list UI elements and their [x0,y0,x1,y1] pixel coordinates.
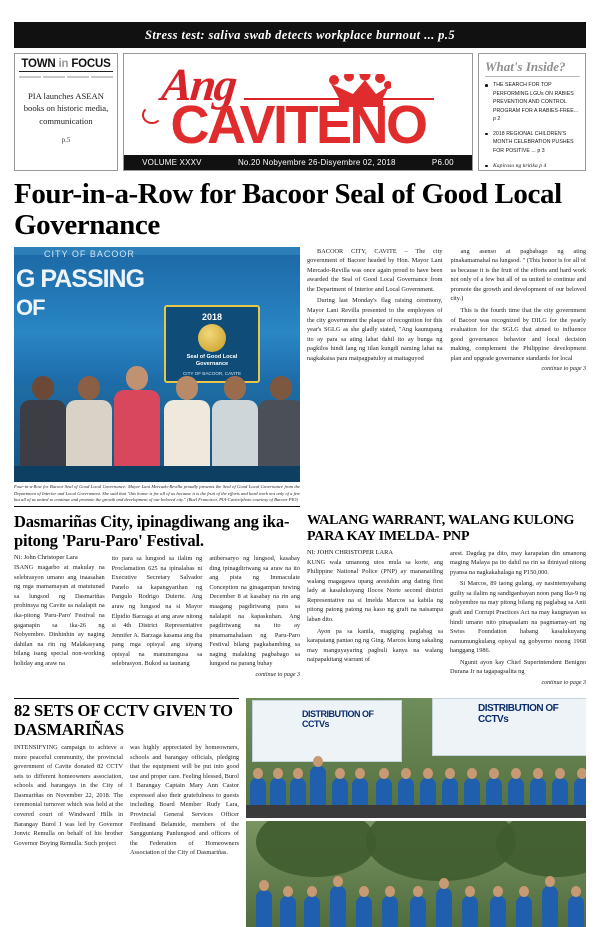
award-year: 2018 [201,311,223,322]
masthead-logo-box [123,53,473,171]
continued-link[interactable]: continue to page 3 [541,366,586,373]
masthead-volume: VOLUME XXXV [142,158,202,167]
newspaper-front-page [0,22,600,927]
dasmarinas-headline: Dasmariñas City, ipinagdiwang ang ika-pitong 'Paru-Paro' Festival. [14,512,290,550]
paragraph: was highly appreciated by homeowners, schools and barangay officials, pledging that the equipment will be put into good use and proper care. Feeling blessed, Burol I Barangay Captain Mary Ann Castor expressed also their gratefulness to guests including Board Member Rudy Lara, Provincial General Services Officer Ferdinand Belamide, members of the Sangguniang Panlungsod and officers of the Federation of Homeowners Association of the City of Dasmariñas. [130,744,239,857]
photo-floor [14,466,300,482]
paragraph: KUNG wala umanong utos mula sa korte, ang Philippine National Police (PNP) ay mananatiling walang magagawa upang arestuhin ang dating first lady at kasalukuyang Ilocos Norte second district Representative na si Imelda Marcos sa kabila ng pitong patong patong na kaso ng graft na naisampa laban dito. [307,558,443,624]
cctv-column-1 [14,743,123,860]
warrant-column-2 [450,549,586,690]
paragraph: Ngunit ayon kay Chief Superintendent Benigno Durana Jr na tagapagsalita ng [450,658,586,676]
bottom-band [14,698,586,927]
dasmarinas-column-2 [112,554,203,682]
cctv-story [14,698,239,927]
masthead-row [14,53,586,171]
warrant-columns [307,549,586,690]
paragraph: anibersaryo ng lungsod, kasabay ding ipinagdiriwang sa araw na ito ang pista ng Immaculate Conception na ginagampan tuwing December 8 at kasabay na rin ang maagang pagdiriwang para sa nalalapit na kapaskuhan. Ang pagdiriwang na ito ay pinamamahalaan ng Paru-Paro Festival bilang pagkahambing sa naging malaking pagbabago sa lungsod na parang buhay [209,555,301,668]
whats-inside-item[interactable]: THE SEARCH FOR TOP PERFORMING LGUs ON RABIES PREVENTION AND CONTROL PROGRAM FOR A RABIES-FREE... p 2 [485,81,580,124]
masthead-word-caviteno: CAVITENO [170,95,426,155]
cctv-photo-top [246,698,586,818]
paragraph: BACOOR CITY, CAVITE – The city government of Bacoor headed by Hon. Mayor Lani Mercado-Revilla was once again proud to have been awarded the Seal of Good Local Governance from the Department of Interior and Local Government. [307,247,443,293]
dasmarinas-story [14,513,300,690]
whats-inside-item[interactable]: Kapiraso ng kritika p 4 [485,162,580,171]
lead-story-headline: Four-in-a-Row for Bacoor Seal of Good Local Governance [14,178,562,242]
tree-foliage [256,821,376,877]
tree-foliage [366,821,516,881]
paragraph: ang asenso at pagbabago ng ating pinakamamahal na lungsod. " (This honor is for all of us because it is the fruit of the efforts and hard work not only of a few but all of us united to continue and promote the growth and development of our beloved city.) [450,247,586,303]
town-in-focus-title-focus: FOCUS [71,58,111,70]
whats-inside-box [478,53,586,171]
town-in-focus-page-ref: p.5 [61,136,71,145]
masthead-issue-date: No.20 Nobyembre 26-Disyembre 02, 2018 [237,158,396,167]
photo-people-group [14,362,300,482]
dasmarinas-columns [14,554,300,682]
dasmarinas-column-1 [14,554,105,682]
cctv-top-rule [14,698,239,699]
lead-story-columns [307,247,586,508]
lead-story-photo [14,247,300,482]
cctv-photos [246,698,586,927]
paragraph: ISANG magarbo at makulay na selebrasyon umano ang inaasahan ng mga mamamayan at matutunad sa lungsod ng Dasmariñas probinsya ng Cavite sa nalalapit na ika-pitong 'Paru-Paro' Festival na gaganapin sa ika-26 ng Nobyembre. Dinhinhin ay naging dahilan na rin ng Malakasyang bilang isang special non-working holiday ang araw na [14,564,105,667]
cctv-columns [14,743,239,860]
cctv-column-2 [130,743,239,860]
paragraph: ito para sa lungsod sa ilalim ng Proclamation 625 na ipinalabas ni Executive Secretary Salvador Panelo sa kapangyarihan ng Pangulo Rodrigo Duterte. Ang araw ng lungsod na si Mayor Elpidio Barzaga at ang araw nitong si 4th District Representative Jennifer A. Barzaga kasama ang iba pang mga opisyal ang siyang opisyal na manunungusa sa selebrasyon. Bukod sa taunang [111,555,203,668]
lead-story-column-2 [451,247,587,508]
continued-link[interactable]: continue to page 3 [541,679,586,686]
warrant-column-1 [307,549,443,690]
continued-link[interactable]: continue to page 3 [255,671,301,678]
warrant-story [307,513,586,690]
paragraph: arest. Dagdag pa dito, may karapatan din umanong maging Malaya pa ito dahil na rin sa ibiniyad nitong pyansa na nagkakahalaga ng P150,000. [450,549,586,576]
cctv-headline: 82 SETS OF CCTV GIVEN TO DASMARIÑAS [14,701,233,739]
seal-icon [198,324,226,352]
photo-tarpaulin-text: DISTRIBUTION OF CCTVs [302,709,374,729]
tree-foliage [496,821,586,877]
top-teaser-bar [14,22,586,48]
paragraph: During last Monday's flag raising ceremony, Mayor Lani Revilla presented to the employees of the city government the plaque of recognition for this year's SGLG as she gladly stated, "Ang kaunupang ito ay para sa ating lahat dahil ito ay bunga ng pagkilos hindi lang ng iilan kungdi naming lahat na nagkakaisa para maipagpatuloy at maitaguyod [307,297,443,362]
whats-inside-list [485,81,580,171]
town-in-focus-title-town: TOWN [21,58,56,70]
photo-banner-city-label: CITY OF BACOOR [44,248,135,259]
paragraph: INTENSIFYING campaign to achieve a more peaceful community, the provincial government of Cavite donated 82 CCTV sets to different homeowners association, schools and barangays in the City of Dasmariñas on November 22, 2018. The ceremonial turnover which was held at the covered court of Windward Hills in Barangay Burol I was led by Governor Jonvic Remulla on behalf of his brother Governor Boying Remulla. Such project [14,744,123,847]
masthead-price: P6.00 [431,158,454,167]
award-subtitle: CITY OF BACOOR, CAVITE [182,370,242,376]
paragraph: Si Marcos, 89 taong gulang, ay nasintensyahang guilty sa ilalim ng sandiganbayan noon pang Ika-9 ng nobyembre na may pitong bilang ng paglabag sa Anti graft and Corrupt Practices Act na may kaugnayan sa hindi umano nito pinapaalam na pagmamay-ari ng Swiss Foundation habang kasalukuyang namumungkulang opisyal ng gobyerno noong 1968 hanggang 1986. [450,580,586,655]
town-in-focus-divider [19,71,113,72]
dasmarinas-byline: Ni: John Christoper Lara [14,554,78,562]
town-in-focus-blurb: PIA launches ASEAN books on historic media, communication [23,91,109,126]
paragraph: This is the fourth time that the city government of Bacoor was recognized by DILG for the yearly evaluation for the SGLG that aimed to influence good governance behavior and local decision making, complement the Philippine development plan and upgrade governance standards for local [450,307,586,362]
lead-story-column-1 [307,247,443,508]
award-title: Seal of Good Local Governance [186,353,238,367]
dasmarinas-column-3 [209,554,300,682]
town-in-focus-box[interactable] [14,53,118,171]
masthead-volume-bar [124,155,472,170]
photo-tarpaulin-text: DISTRIBUTION OF CCTVs [478,703,559,725]
photo-banner-line1: G PASSING [16,264,145,293]
lead-story-photo-caption: Four-in-a-Row for Bacoor Seal of Good Local Governance: Mayor Lani Mercado-Revilla proudly presents the Seal of Good Local Governance from the Department of Interior and Local Government. She said that "this honor is for all of us because it is the fruit of the efforts and hard work not only of a few but all of us united to continue and promote the growth and development of our beloved city." (Buel Francisco, PIA-Cavite/photo courtesy of Bacoor PIO) [14,484,300,508]
whats-inside-item[interactable]: 2018 REGIONAL CHILDREN'S MONTH CELEBRATION PUSHES FOR POSITIVE ... p 3 [485,130,580,156]
middle-band [14,513,586,690]
teaser-text: Stress test: saliva swab detects workplace burnout ... p.5 [144,27,456,42]
person-figure [114,366,160,482]
photo-crowd [246,874,586,927]
photo-banner-line2: OF [16,294,45,320]
town-in-focus-title-in: in [58,58,69,70]
warrant-headline: WALANG WARRANT, WALANG KULONG PARA KAY IMELDA- PNP [307,513,575,544]
cctv-photo-bottom [246,821,586,927]
town-in-focus-microtext [19,73,113,80]
masthead-logo [124,54,472,170]
photo-stage-edge [246,805,586,818]
town-in-focus-title [21,58,110,70]
masthead-word-ang: Ang [159,59,238,110]
warrant-byline: NI: JOHN CHRISTOPER LARA [307,548,393,556]
lead-story-body [14,247,586,508]
paragraph: Ayon pa sa kanila, magiging paglabag sa karapatang pantao ng ng Ging. Marcos kung sakaling may manguyayaring pagbuli kanya na walang naipapakitang warrant of [307,627,443,664]
whats-inside-title: What's Inside? [485,59,580,77]
